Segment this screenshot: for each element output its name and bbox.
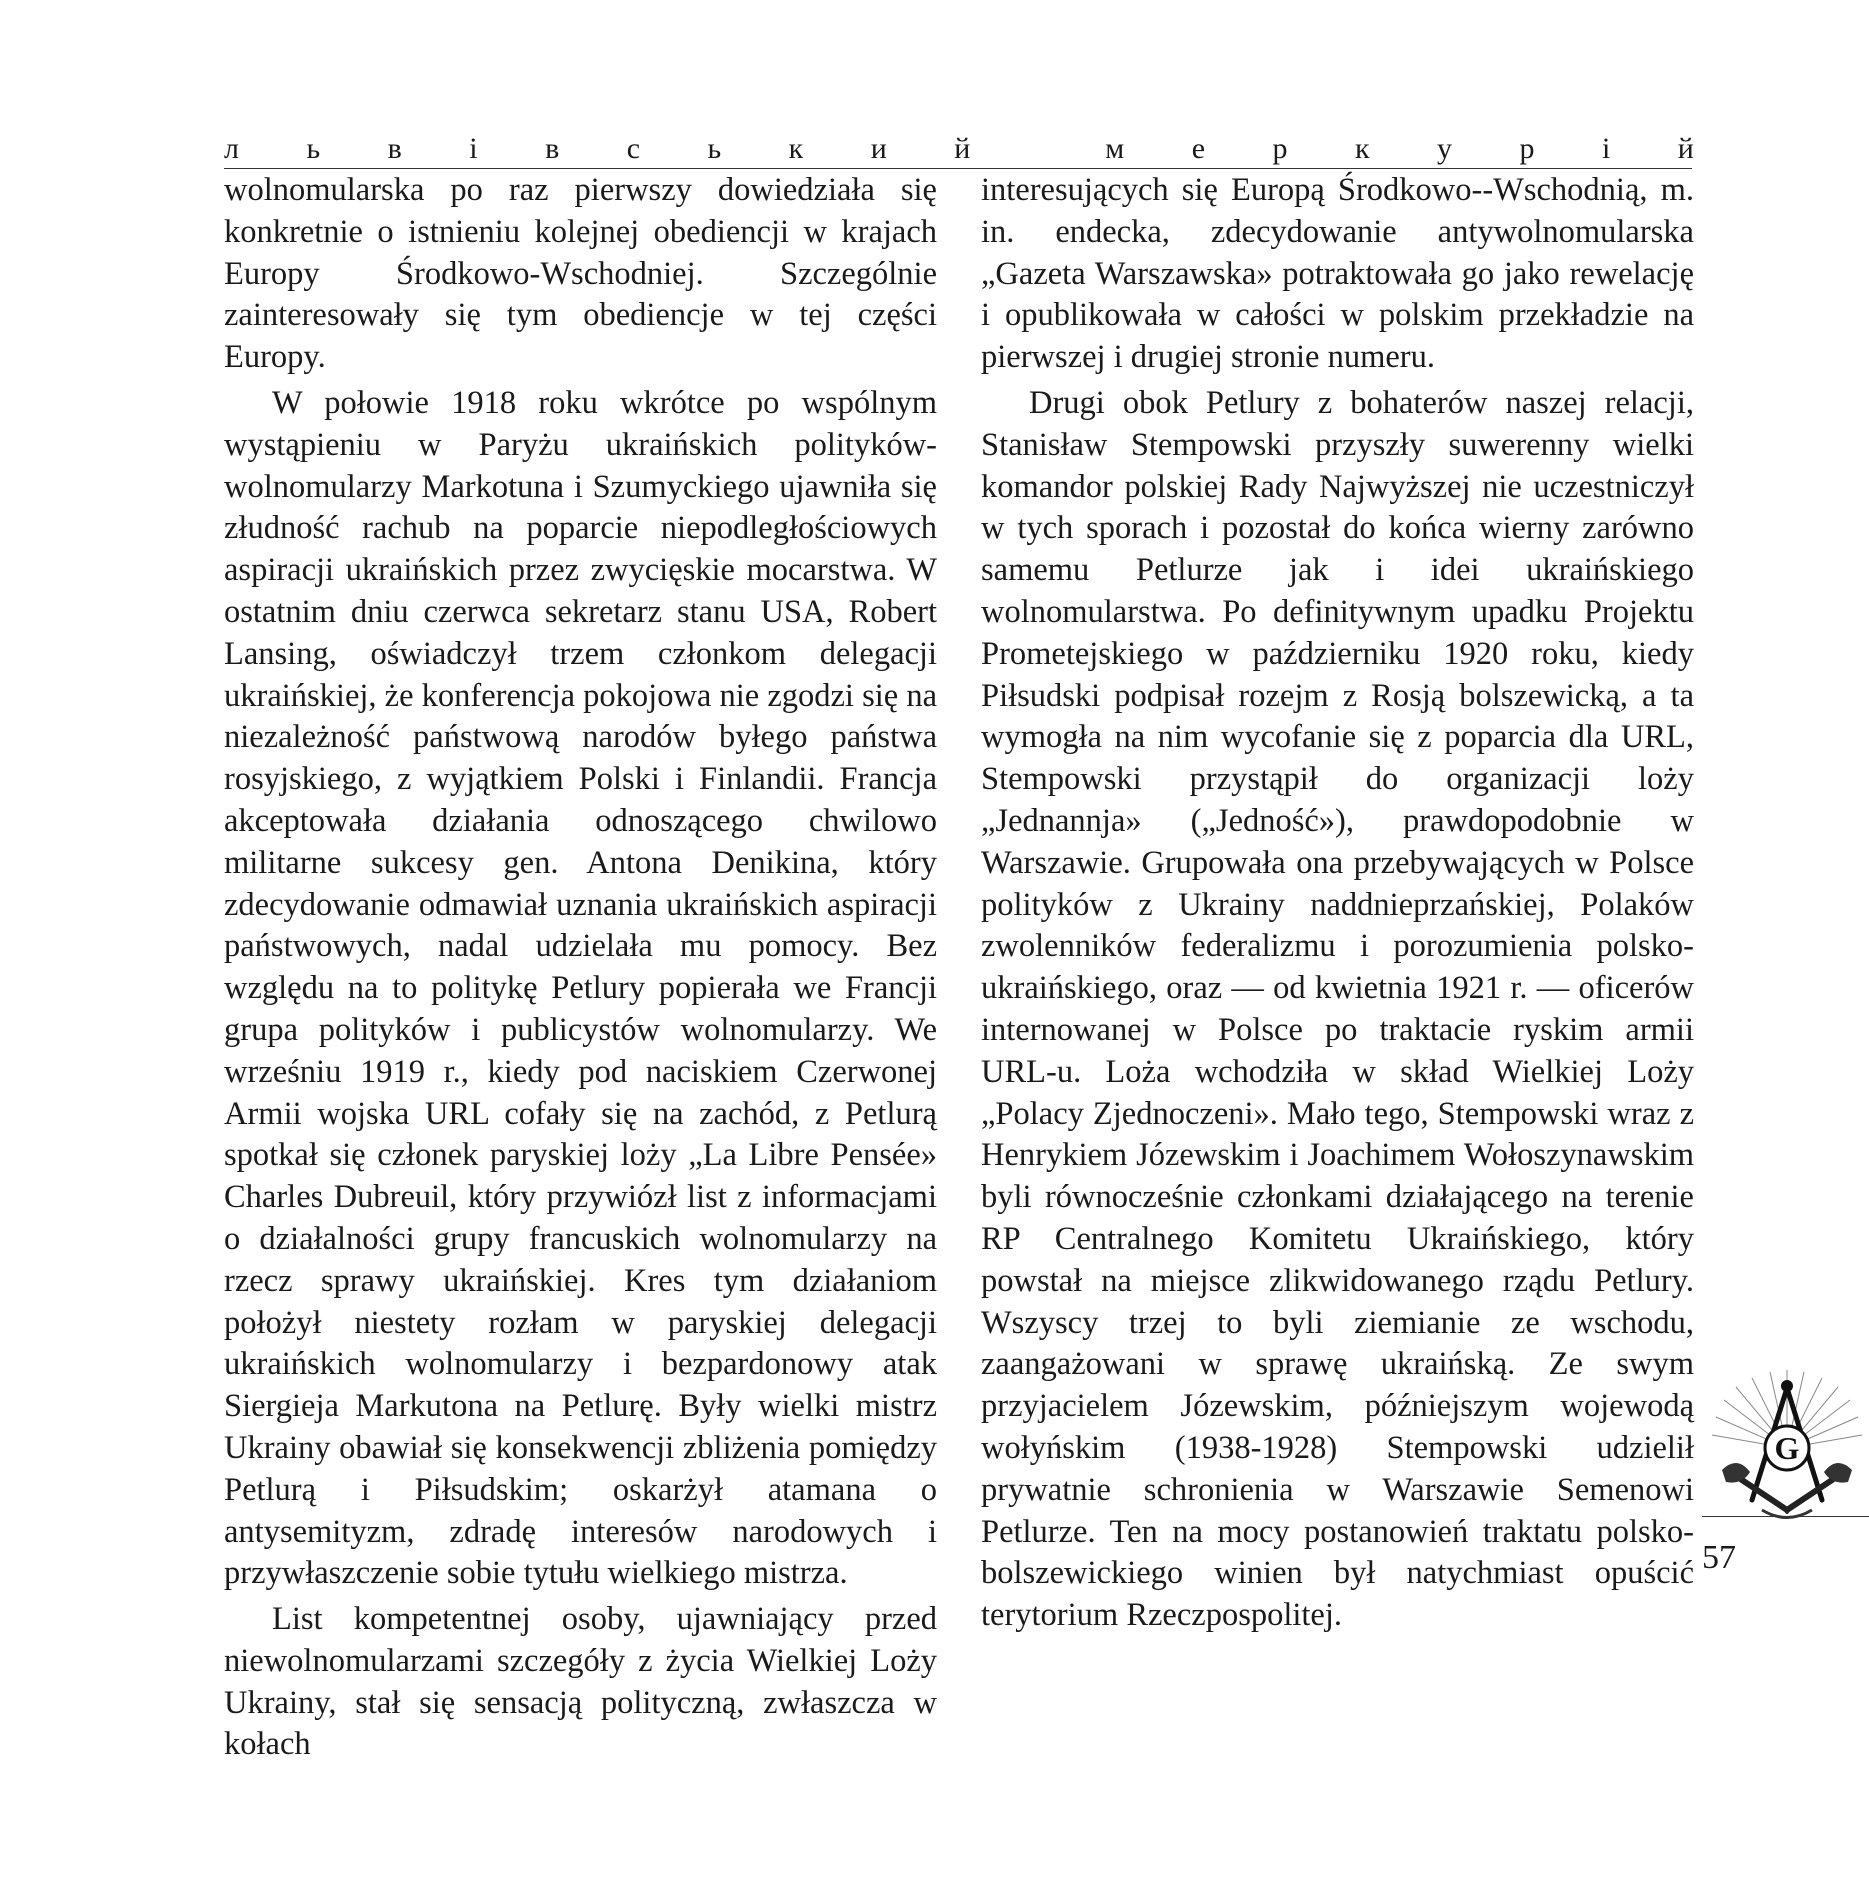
right-column <box>981 170 1694 1641</box>
running-head-letter: р <box>1272 132 1288 165</box>
running-head-letter: в <box>387 132 402 165</box>
masonic-square-compass-g-icon <box>1702 1360 1869 1530</box>
svg-text:G: G <box>1774 1430 1800 1466</box>
paragraph: List kompetentnej osoby, ujawniający przed niewolnomularzami szczegóły z życia Wielkiej Loży Ukrainy, stał się sensacją polityczną, zwłaszcza w kołach <box>224 1601 937 1763</box>
footer-rule <box>1702 1516 1869 1517</box>
running-head-letter: й <box>1677 132 1694 165</box>
page-number: 57 <box>1702 1539 1736 1576</box>
running-head-letter: в <box>545 132 560 165</box>
running-head-letter: у <box>1437 132 1452 165</box>
running-head-letter: к <box>788 132 804 165</box>
running-head-letter: л <box>224 132 239 165</box>
running-head-letter: ь <box>707 132 722 165</box>
running-head <box>224 128 1694 166</box>
running-head-letter: і <box>1601 132 1611 165</box>
running-head-letter: к <box>1354 132 1370 165</box>
running-head-letter: м <box>1105 132 1125 165</box>
header-rule <box>224 168 1692 169</box>
paragraph: wolnomularska po raz pierwszy dowiedziała się konkretnie o istnieniu kolejnej obediencji w krajach Europy Środkowo-Wschodniej. Szczególnie zainteresowały się tym obediencje w tej części Europy. <box>224 172 937 376</box>
running-head-letter: е <box>1191 132 1206 165</box>
running-head-letter: і <box>469 132 478 165</box>
running-head-letter: ь <box>306 132 321 165</box>
paragraph: W połowie 1918 roku wkrótce po wspólnym wystąpieniu w Paryżu ukraińskich polityków-wolnomularzy Markotuna i Szumyckiego ujawniła się złudność rachub na poparcie niepodległościowych aspiracji ukraińskich przez zwycięskie mocarstwa. W ostatnim dniu czerwca sekretarz stanu USA, Robert Lansing, oświadczył trzem członkom delegacji ukraińskiej, że konferencja pokojowa nie zgodzi się na niezależność państwową narodów byłego państwa rosyjskiego, z wyjątkiem Polski i Finlandii. Francja akceptowała działania odnoszącego chwilowo militarne sukcesy gen. Antona Denikina, który zdecydowanie odmawiał uznania ukraińskich aspiracji państwowych, nadal udzielała mu pomocy. Bez względu na to politykę Petlury popierała we Francji grupa polityków i publicystów wolnomularzy. We wrześniu 1919 r., kiedy pod naciskiem Czerwonej Armii wojska URL cofały się na zachód, z Petlurą spotkał się członek paryskiej loży „La Libre Pensée» Charles Dubreuil, który przywiózł list z informacjami o działalności grupy francuskich wolnomularzy na rzecz sprawy ukraińskiej. Kres tym działaniom położył niestety rozłam w paryskiej delegacji ukraińskich wolnomularzy i bezpardonowy atak Siergieja Markutona na Petlurę. Były wielki mistrz Ukrainy obawiał się konsekwencji zbliżenia pomiędzy Petlurą i Piłsudskim; oskarżył atamana o antysemityzm, zdradę interesów narodowych i przywłaszczenie sobie tytułu wielkiego mistrza. <box>224 384 937 1592</box>
running-head-letter: й <box>954 132 971 165</box>
paragraph: Drugi obok Petlury z bohaterów naszej relacji, Stanisław Stempowski przyszły suwerenny wielki komandor polskiej Rady Najwyższej nie uczestniczył w tych sporach i pozostał do końca wierny zarówno samemu Petlurze jak i idei ukraińskiego wolnomularstwa. Po definitywnym upadku Projektu Prometejskiego w październiku 1920 roku, kiedy Piłsudski podpisał rozejm z Rosją bolszewicką, a ta wymogła na nim wycofanie się z poparcia dla URL, Stempowski przystąpił do organizacji loży „Jednannja» („Jedność»), prawdopodobnie w Warszawie. Grupowała ona przebywających w Polsce polityków z Ukrainy naddnieprzańskiej, Polaków zwolenników federalizmu i porozumienia polsko-ukraińskiego, oraz — od kwietnia 1921 r. — oficerów internowanej w Polsce po traktacie ryskim armii URL-u. Loża wchodziła w skład Wielkiej Loży „Polacy Zjednoczeni». Mało tego, Stempowski wraz z Henrykiem Józewskim i Joachimem Wołoszynawskim byli równocześnie członkami działającego na terenie RP Centralnego Komitetu Ukraińskiego, który powstał na miejsce zlikwidowanego rządu Petlury. Wszyscy trzej to byli ziemianie ze wschodu, zaangażowani w sprawę ukraińską. Ze swym przyjacielem Józewskim, późniejszym wojewodą wołyńskim (1938-1928) Stempowski udzielił prywatnie schronienia w Warszawie Semenowi Petlurze. Ten na mocy postanowień traktatu polsko-bolszewickiego winien był natychmiast opuścić terytorium Rzeczpospolitej. <box>981 384 1694 1634</box>
running-head-letter: и <box>870 132 887 165</box>
left-column <box>224 170 937 1770</box>
running-head-letter: с <box>626 132 641 165</box>
paragraph: interesujących się Europą Środkowo--Wschodnią, m. in. endecka, zdecydowanie antywolnomularska „Gazeta Warszawska» potraktowała go jako rewelację i opublikowała w całości w polskim przekładzie na pierwszej i drugiej stronie numeru. <box>981 172 1694 376</box>
running-head-letter: р <box>1519 132 1535 165</box>
